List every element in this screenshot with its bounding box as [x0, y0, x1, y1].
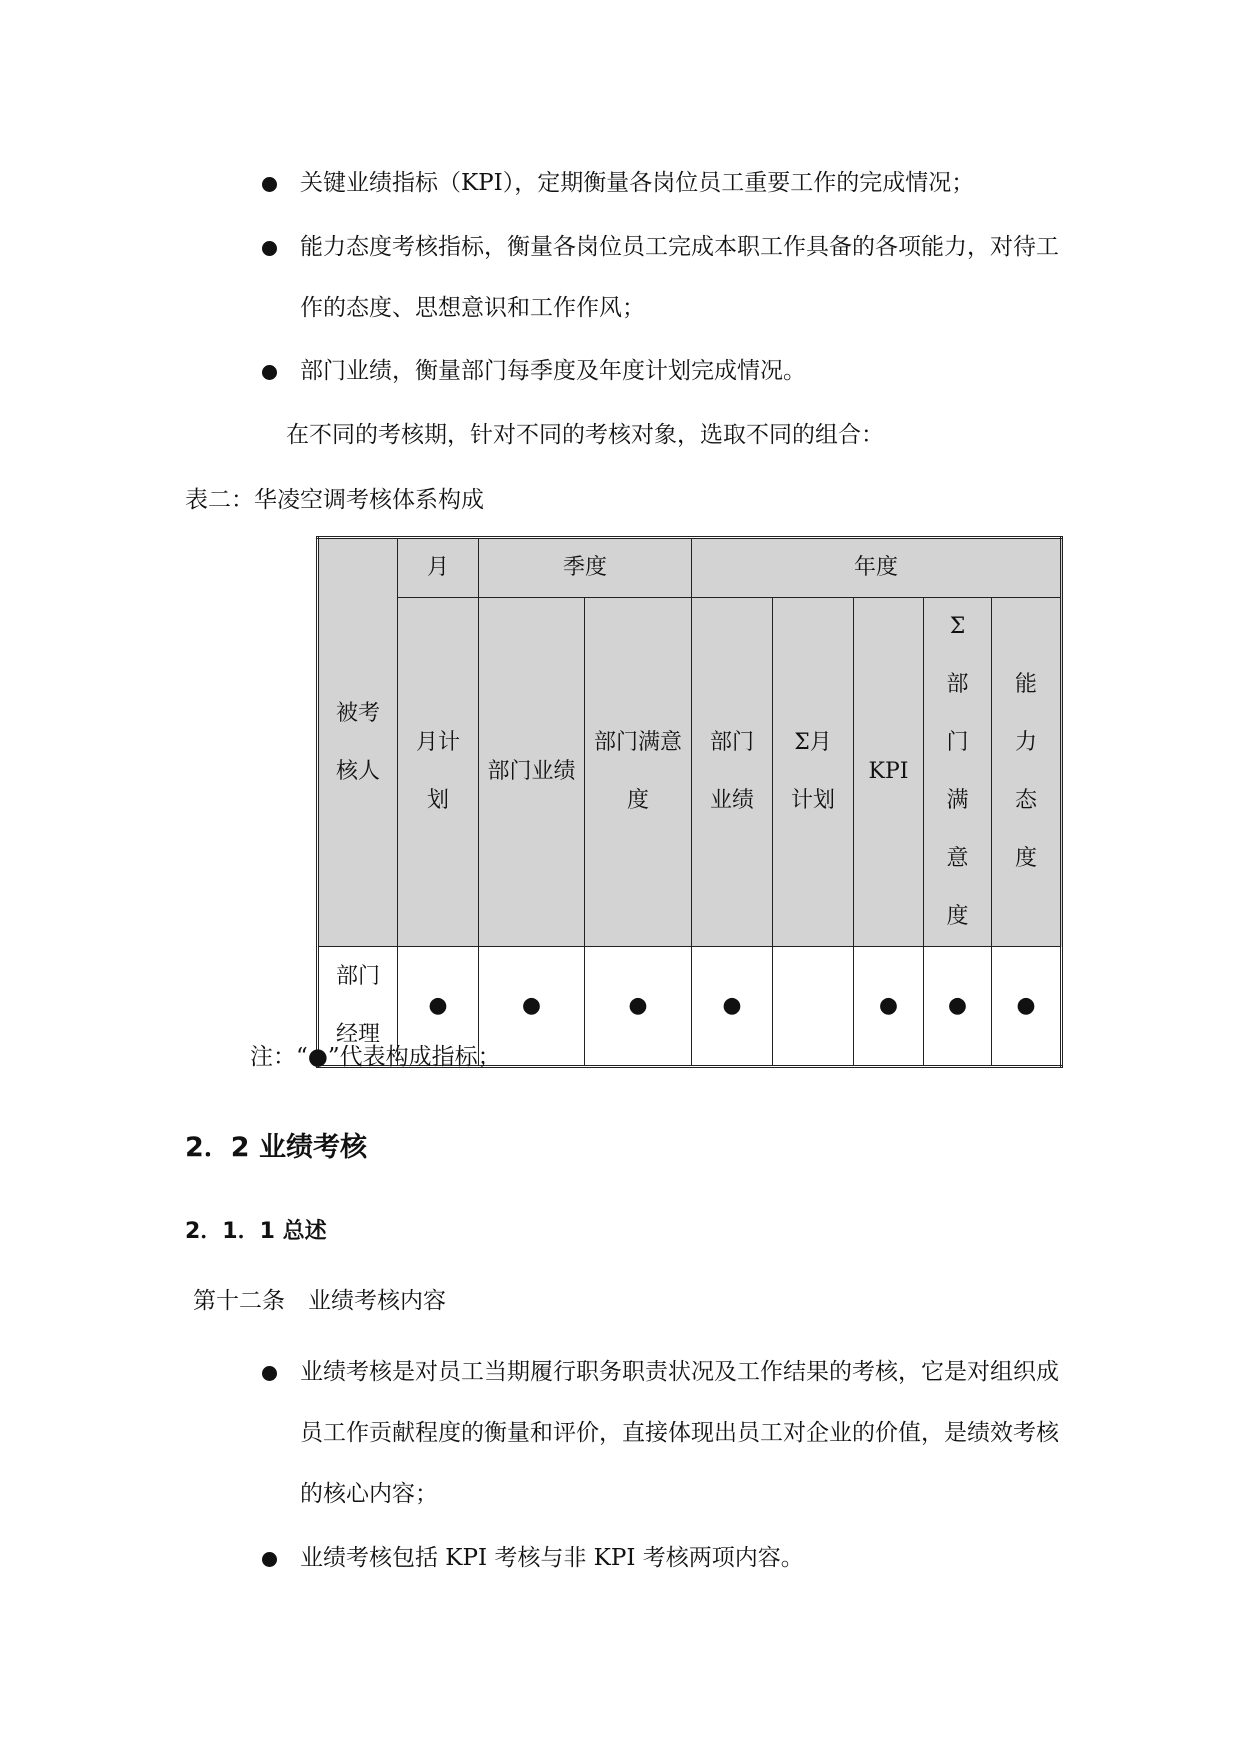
column-header: 月计划: [398, 598, 479, 947]
table-corner-cell: [318, 538, 398, 947]
bullet-text: 部门业绩，衡量部门每季度及年度计划完成情况。: [300, 358, 806, 384]
intro-text: 在不同的考核期，针对不同的考核对象，选取不同的组合：: [286, 422, 884, 448]
group-header-month: 月: [398, 538, 479, 598]
evaluation-table: [316, 536, 1063, 1068]
mark-cell: ●: [692, 947, 773, 1067]
column-header: Σ部门满意度: [924, 598, 992, 947]
bullet-text: 业绩考核是对员工当期履行职务职责状况及工作结果的考核，它是对组织成员工作贡献程度的衡量和评价，直接体现出员工对企业的价值，是绩效考核的核心内容；: [300, 1359, 1059, 1507]
row-label-cell: 部门经理: [318, 947, 398, 1067]
column-header: 部门业绩: [479, 598, 585, 947]
bullet-icon: [262, 177, 277, 192]
subsection-heading: 2．1．1 总述: [185, 1219, 327, 1244]
bullet-icon: [262, 1552, 277, 1567]
table-caption: 表二：华凌空调考核体系构成: [185, 487, 484, 513]
bullet-text: 业绩考核包括 KPI 考核与非 KPI 考核两项内容。: [300, 1545, 804, 1571]
bullet-icon: [262, 365, 277, 380]
mark-cell: ●: [924, 947, 992, 1067]
mark-cell: ●: [479, 947, 585, 1067]
group-header-quarter: 季度: [479, 538, 692, 598]
column-header: 能力态度: [992, 598, 1062, 947]
mark-cell: ●: [398, 947, 479, 1067]
table-note: 注：“●”代表构成指标；: [250, 1044, 501, 1070]
mark-cell: ●: [992, 947, 1062, 1067]
column-header: KPI: [854, 598, 924, 947]
bullet-text: 能力态度考核指标，衡量各岗位员工完成本职工作具备的各项能力，对待工作的态度、思想意识和工作作风；: [300, 234, 1059, 321]
group-header-year: 年度: [692, 538, 1062, 598]
section-heading: 2．2 业绩考核: [185, 1132, 367, 1163]
bullet-icon: [262, 1366, 277, 1381]
mark-cell: ●: [854, 947, 924, 1067]
article-title: 第十二条 业绩考核内容: [193, 1288, 446, 1314]
bullet-text: 关键业绩指标（KPI），定期衡量各岗位员工重要工作的完成情况；: [300, 170, 975, 196]
column-header: Σ月计划: [773, 598, 854, 947]
corner-label: 被考核人: [335, 700, 380, 784]
bullet-icon: [262, 241, 277, 256]
mark-cell: [773, 947, 854, 1067]
column-header: 部门业绩: [692, 598, 773, 947]
mark-cell: ●: [585, 947, 692, 1067]
column-header: 部门满意度: [585, 598, 692, 947]
